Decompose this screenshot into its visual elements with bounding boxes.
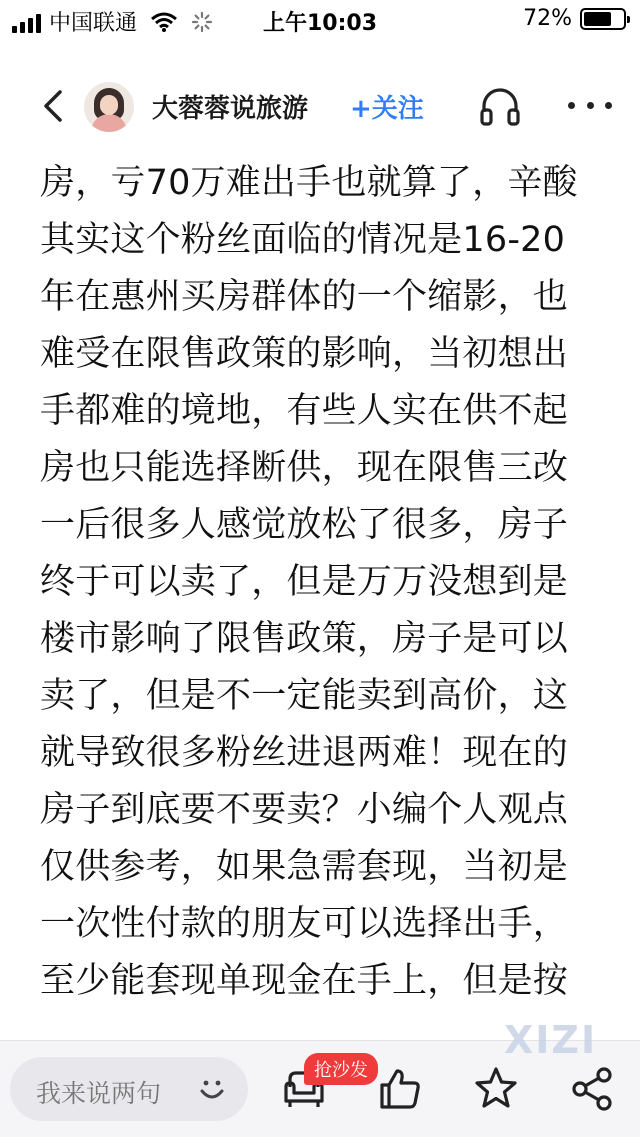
carrier-name: 中国联通 <box>49 11 138 36</box>
status-right <box>523 6 626 31</box>
watermark-logo: XIZI <box>504 1018 598 1062</box>
article-line: 年在惠州买房群体的一个缩影，也 <box>40 277 569 317</box>
article-line: 房，亏70万难出手也就算了，辛酸 <box>40 163 578 203</box>
avatar[interactable] <box>84 82 134 132</box>
battery-percent: 72% <box>523 6 572 31</box>
like-icon[interactable] <box>376 1065 424 1113</box>
status-bar <box>0 0 640 40</box>
article-line: 难受在限售政策的影响，当初想出 <box>40 334 569 374</box>
clock: 上午10:03 <box>262 11 378 36</box>
article-body <box>40 155 605 1010</box>
article-line: 一次性付款的朋友可以选择出手， <box>40 904 569 944</box>
star-icon[interactable] <box>472 1065 520 1113</box>
article-line: 终于可以卖了，但是万万没想到是 <box>40 562 569 602</box>
article-line: 至少能套现单现金在手上，但是按 <box>40 961 569 1001</box>
article-line: 仅供参考，如果急需套现，当初是 <box>40 847 569 887</box>
author-name[interactable]: 大蓉蓉说旅游 <box>152 94 309 124</box>
follow-button[interactable]: +关注 <box>350 94 424 124</box>
battery-icon <box>580 8 626 30</box>
share-icon[interactable] <box>568 1065 616 1113</box>
article-header <box>0 70 640 142</box>
emoji-icon[interactable] <box>196 1073 228 1105</box>
headphone-icon[interactable] <box>478 84 522 128</box>
sofa-badge: 抢沙发 <box>304 1053 378 1085</box>
comment-placeholder: 我来说两句 <box>36 1079 162 1108</box>
article-line: 房也只能选择断供，现在限售三改 <box>40 448 569 488</box>
article-line: 一后很多人感觉放松了很多，房子 <box>40 505 569 545</box>
article-line: 手都难的境地，有些人实在供不起 <box>40 391 569 431</box>
more-icon[interactable] <box>568 102 612 112</box>
article-line: 楼市影响了限售政策，房子是可以 <box>40 619 569 659</box>
article-line: 卖了，但是不一定能卖到高价，这 <box>40 676 569 716</box>
article-line: 房子到底要不要卖？小编个人观点 <box>40 790 569 830</box>
battery-fill <box>584 12 611 26</box>
article-line: 就导致很多粉丝进退两难！现在的 <box>40 733 569 773</box>
comment-input[interactable] <box>10 1057 248 1121</box>
back-icon[interactable] <box>36 86 72 126</box>
article-line: 其实这个粉丝面临的情况是16-20 <box>40 220 566 260</box>
